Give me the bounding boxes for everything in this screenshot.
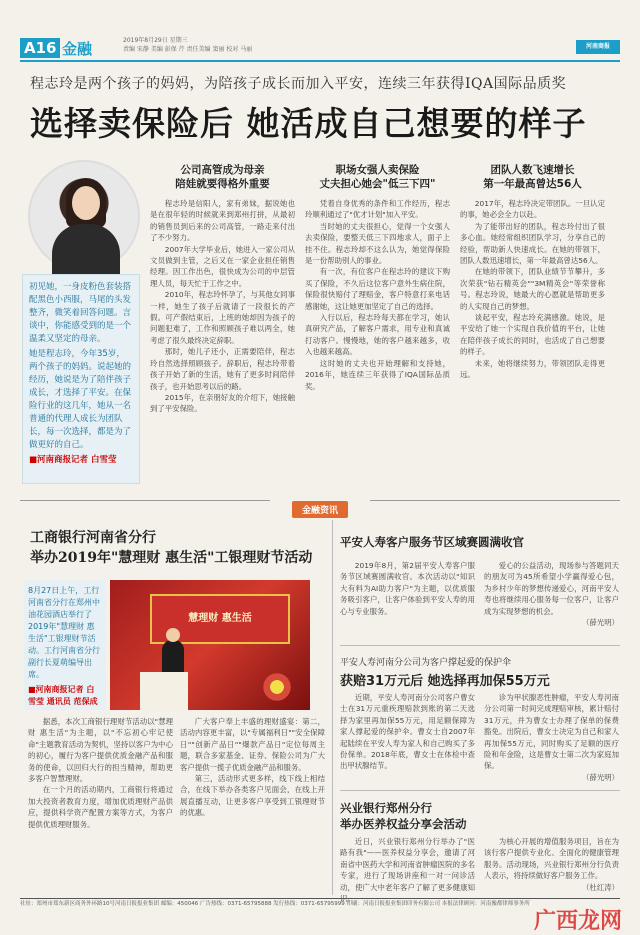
paragraph: 在一个月的活动期内，工商银行将通过加大投资者教育力度，增加优质理财产品供应，提供科学资产配置方案等方式，为客户提供优质理财服务。 [28, 785, 173, 829]
paragraph: 爱心的公益活动，现场参与答题同天的朋友可为45所希望小学赢得爱心包，为乡村少年的梦想传递爱心，河南平安人寿也将继续用心服务每一位客户，让客户成为实现梦想的机会。 [484, 561, 619, 616]
cib-column-2 [484, 836, 619, 896]
paragraph: 有一次，有位客户在程志玲的建议下购买了保险，不久后这位客户意外生病住院，保险很快赔付了理赔金，客户特意打来电话感谢她，这让她更加坚定了自己的选择。 [305, 267, 450, 311]
intro-paragraph: 初见她，一身皮粉色套装搭配黑色小西服，马尾的头发整齐，微笑着回答问题。言谈中，你能感受到的是一个温柔又坚定的母亲。 [29, 282, 132, 344]
paragraph: 为核心开展的增值服务项目，旨在为该行客户提供专业化、全面化的健康管理服务。活动现场，兴业银行郑州分行负责人表示，将持续做好客户服务工作。 [484, 837, 619, 881]
icbc-article-title: 工商银行河南省分行 举办2019年"慧理财 惠生活"工银理财节活动 [30, 530, 313, 566]
article-separator [340, 790, 620, 791]
icbc-intro-box [24, 580, 106, 710]
editors-line: 责编 宋静 美编 彭保 芹 责任美编 窦丽 校对 马丽 [123, 46, 253, 53]
paragraph: 那时，她儿子还小，正需要陪伴，程志玲自然选择照顾孩子。辞职后，程志玲带着孩子开始了新的生活，她有了更多时间陪伴孩子，也开始思考以后的路。 [150, 347, 295, 391]
paragraph: 广大客户奉上丰盛的理财盛宴：第二，活动内容更丰富，以"专属福利日""安全保障日""创新产品日""爆款产品日"定位每周主题，联合多家基金、证券、保险公司为广大客户提供一揽子优质金融产品和服务。 [180, 717, 325, 772]
pingan-claim-column-2 [484, 692, 619, 784]
byline: （杜红涛） [582, 882, 619, 892]
event-photo [110, 580, 310, 710]
paragraph: 近期，平安人寿河南分公司客户曹女士在31万元重疾理赔款到账的第二天选择为家里再加保55万元，用足额保障为家人撑起爱的保护伞。曹女士自2007年起陆续在平安人寿为家人和自己购买了多份保单。2018年底，曹女士在体检中查出甲状腺结节。 [340, 693, 475, 771]
newspaper-logo: 河南商报 [576, 40, 620, 54]
icbc-credit: ■河南商报记者 白雪莹 通讯员 范保成 [28, 685, 98, 706]
paragraph: 2010年，程志玲怀孕了，与其他女同事一样，她生了孩子后就请了一段很长的产假。可产假结束后，上班的她却因为孩子的问题犯难了，工作和照顾孩子难以两全，她考虑了很久最终决定辞职。 [150, 290, 295, 345]
paragraph: 2007年大学毕业后，她进入一家公司从文员做到主管，之后又在一家企业担任销售经理。因工作出色，很快成为公司的中层管理人员，每天忙于工作之中。 [150, 244, 295, 288]
date-line: 2019年8月29日 星期三 [123, 37, 188, 44]
article-separator [340, 645, 620, 646]
paragraph: 在她的带领下，团队业绩节节攀升，多次荣获"钻石精英会""3M精英会"等荣誉称号。程志玲说，她最大的心愿就是帮助更多的人实现自己的梦想。 [460, 267, 605, 311]
finance-news-label: 金融资讯 [292, 501, 348, 518]
reporter-credit: ■河南商报记者 白雪莹 [29, 455, 117, 465]
icbc-column-2 [180, 716, 325, 894]
paragraph: 2019年8月，第2届平安人寿客户服务节区域赛圆满收官。本次活动以"知识大有料为AI助力客户"为主题，以优质服务吸引客户，让客户体验到平安人寿的用心与专业服务。 [340, 561, 475, 616]
paragraph: 当时她的丈夫很担心，觉得一个女强人去卖保险，要整天低三下四地求人，面子上挂不住。程志玲却不这么认为，她觉得保险是一份帮助别人的事业。 [305, 221, 450, 266]
lead-column-1 [150, 198, 295, 488]
section-name: 金融 [62, 40, 93, 58]
icbc-intro-text: 8月27日上午，工行河南省分行在郑州中油花园酒店举行了2019年"慧理财 惠生活"工银理财节活动。工行河南省分行副行长夏萌编导出席。 [28, 586, 100, 679]
paragraph: 2017年，程志玲决定带团队。一旦认定的事，她必会全力以赴。 [460, 199, 605, 220]
paragraph: 近日，兴业银行郑州分行举办了"医路有我"——医养权益分享会，邀请了河南省中医药大学和河南省肿瘤医院的多名专家，进行了现场讲座和一对一问诊活动，使广大中老年客户了解了更多健康知识。 [340, 837, 475, 904]
paragraph: 2015年，在亲朋好友的介绍下，她接触到了平安保险。 [150, 392, 295, 414]
pingan-claim-column-1 [340, 692, 475, 784]
stage-screen: 慧理财 惠生活 [150, 594, 290, 644]
paragraph: 诊为甲状腺恶性肿瘤，平安人寿河南分公司第一时间完成理赔审核，累计赔付31万元，并为曹女士办理了保单的保费豁免。出院后，曹女士决定为自己和家人再加保55万元，同时购买了足额的医疗险和年金险，这是曹女士第二次为家庭加保。 [484, 693, 619, 771]
header-meta [123, 36, 252, 54]
cib-column-1 [340, 836, 475, 904]
pingan-claim-kicker: 平安人寿河南分公司为客户撑起爱的保护伞 [340, 658, 512, 668]
paragraph: 未来，她将继续努力，带领团队走得更远。 [460, 358, 605, 380]
lead-column-2 [305, 198, 450, 488]
section-number: A16 [20, 38, 60, 58]
lead-kicker: 程志玲是两个孩子的妈妈，为陪孩子成长而加入平安，连续三年获得IQA国际品质奖 [30, 76, 567, 92]
page-footer: 社址：郑州市郑东新区商务外环路10号河南日报报业集团 邮编：450046 广告热线：0371-65795888 发行热线：0371-65795999 印刷：河南日报报业集团印务有限公司 本报法律顾问：河南豫都律师事务所 [20, 898, 620, 910]
portrait-photo [28, 160, 140, 272]
intro-box [22, 274, 140, 484]
lead-headline: 选择卖保险后 她活成自己想要的样子 [30, 104, 587, 143]
pingan-service-title: 平安人寿客户服务节区域赛圆满收官 [340, 535, 524, 549]
paragraph: 第三，活动形式更多样，线下线上相结合，在线下举办各类客户见面会，在线上开展直播互动，让更多客户享受到工银理财节的优惠。 [180, 774, 325, 818]
subhead-1: 公司高管成为母亲 陪娃就要得格外重要 [175, 164, 270, 190]
paragraph: 凭着自身优秀的条件和工作经历，程志玲顺利通过了"优才计划"加入平安。 [305, 199, 450, 220]
paragraph: 程志玲是信阳人，家有弟妹，据说她也是在很年轻的时候就来到郑州打拼，从最初的销售员到后来的公司高管，一路走来付出了不少努力。 [150, 199, 295, 243]
byline: （薛光明） [582, 618, 619, 628]
pingan-service-column-1 [340, 560, 475, 632]
icbc-column-1 [28, 716, 173, 894]
pingan-claim-title: 获赔31万元后 她选择再加保55万元 [340, 674, 550, 689]
paragraph: 谈起平安，程志玲充满感激。她说，是平安给了她一个实现自我价值的平台，让她在陪伴孩子成长的同时，也活成了自己想要的样子。 [460, 313, 605, 357]
subhead-2: 职场女强人卖保险 丈夫担心她会"低三下四" [319, 164, 436, 190]
watermark: 广西龙网 [533, 909, 622, 934]
lead-column-3 [460, 198, 605, 488]
paragraph: 据悉，本次工商银行理财节活动以"慧理财 惠生活"为主题，以"不忘初心牢记使命"主题教育活动为契机，坚持以客户为中心的初心，履行为客户提供优质金融产品和服务的使命，以回归大行的担当精神，帮助更多客户智慧理财。 [28, 717, 173, 784]
header-rule [20, 60, 620, 62]
paragraph: 这时她的丈夫也开始理解和支持她，2016年，她连续三年获得了IQA国际品质奖。 [305, 358, 450, 391]
subhead-3: 团队人数飞速增长 第一年最高曾达56人 [483, 164, 582, 190]
paragraph: 为了能带出好的团队，程志玲付出了很多心血。她经常组织团队学习，分享自己的经验，帮助新人快速成长。在她的带领下，团队人数迅速增长，第一年最高曾达56人。 [460, 221, 605, 266]
pingan-service-column-2 [484, 560, 619, 632]
paragraph: 入行以后，程志玲每天都在学习，她认真研究产品，了解客户需求，用专业和真诚打动客户。慢慢地，她的客户越来越多，收入也越来越高。 [305, 313, 450, 357]
cib-article-title: 兴业银行郑州分行 举办医养权益分享会活动 [340, 801, 467, 831]
intro-paragraph: 她是程志玲，今年35岁，两个孩子的妈妈。说起她的经历，她说是为了陪伴孩子成长，才选择了平安。在保险行业的这几年，她从一名普通的代理人成长为团队长，每一次选择，都是为了做更好的自己。 [29, 349, 132, 450]
finance-news-tag [270, 498, 370, 516]
byline: （薛光明） [582, 772, 619, 782]
column-divider [332, 520, 333, 895]
